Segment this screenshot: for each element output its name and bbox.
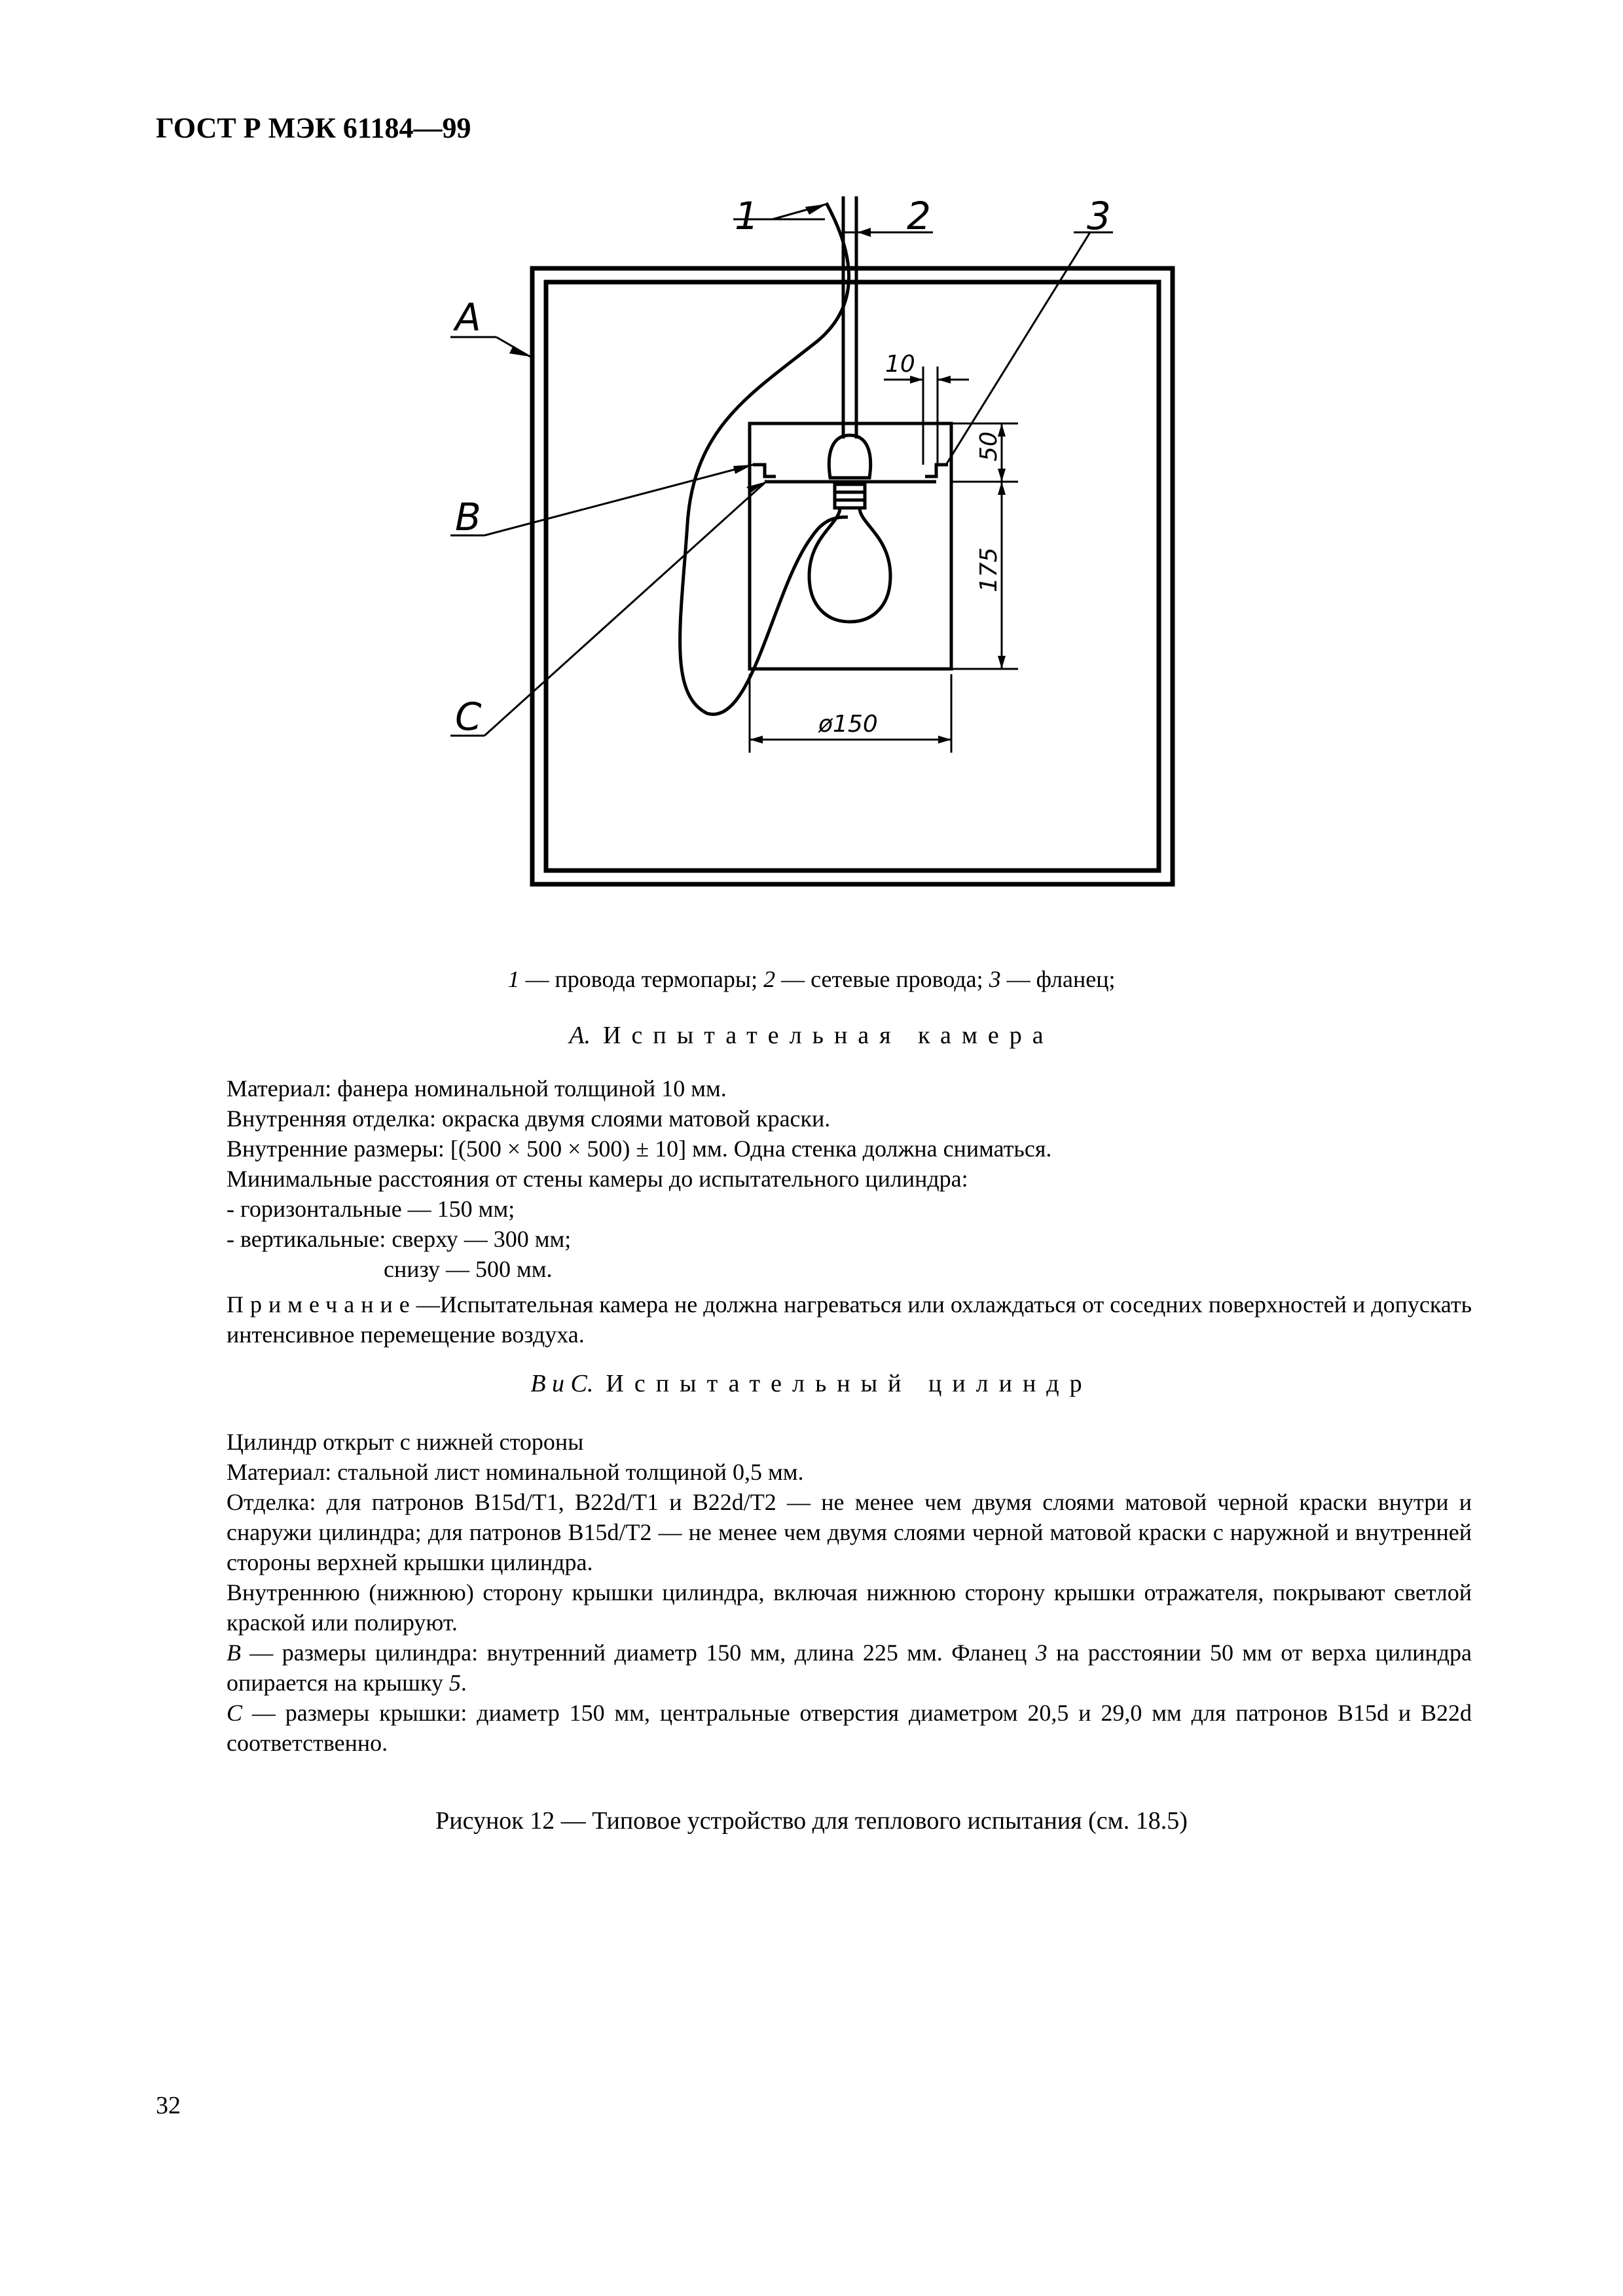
section-a-line: - горизонтальные — 150 мм; [227,1196,515,1222]
para-b-text: — размеры цилиндра: внутренний диаметр 150 мм, длина 225 мм. Фланец [241,1640,1036,1666]
para-c-label: С [227,1700,243,1726]
section-bc-para-c [156,1698,1472,1758]
para-b-num2: 5 [448,1670,461,1696]
section-bc-line: Цилиндр открыт с нижней стороны [227,1429,584,1455]
section-a-heading: Испытательная камера [603,1022,1054,1049]
thermocouple-wire [680,203,849,714]
para-b-label: В [227,1640,241,1666]
section-a-title [0,1021,1623,1050]
note-label: Примечание [227,1291,416,1318]
dim-150: ø150 [818,711,878,738]
section-bc-title [0,1369,1623,1398]
legend-text-3: — фланец; [1000,966,1116,992]
dim-10: 10 [885,351,915,378]
lamp-socket [829,435,870,478]
legend-num-3: 3 [989,966,1001,992]
section-a-line: Материал: фанера номинальной толщиной 10 мм. [227,1075,727,1102]
legend-num-2: 2 [763,966,776,992]
section-bc-line: Материал: стальной лист номинальной толщиной 0,5 мм. [227,1459,804,1485]
section-a-line: Внутренние размеры: [(500 × 500 × 500) ± 10] мм. Одна стенка должна сниматься. [227,1136,1052,1162]
test-cylinder [750,423,951,669]
para-b-text2: на расстоянии 50 мм от верха цилиндра опирается на крышку [227,1640,1472,1696]
test-setup-drawing [0,0,1623,929]
chamber-outer-wall [532,268,1173,884]
dim-50: 50 [976,431,1002,461]
para-b-num: 3 [1035,1640,1048,1666]
label-c: C [455,694,482,739]
section-bc-para-b [156,1638,1472,1698]
legend-text-1: — провода термопары; [519,966,764,992]
label-b: B [455,495,481,539]
legend-num-1: 1 [507,966,520,992]
section-a-line: снизу — 500 мм. [384,1256,553,1282]
label-a: A [455,295,481,340]
para-b-end: . [460,1670,467,1696]
label-1: 1 [735,194,759,238]
section-bc-para: Внутреннюю (нижнюю) сторону крышки цилиндра, включая нижнюю сторону крышки отражателя, покрывают светлой краской или полируют. [227,1579,1472,1636]
section-bc-body [156,1427,1472,1758]
section-a-body [156,1073,1472,1350]
page-number: 32 [156,2092,181,2119]
label-2: 2 [907,194,931,238]
dim-175: 175 [976,547,1002,592]
section-a-line: - вертикальные: сверху — 300 мм; [227,1226,572,1252]
section-bc-para: Отделка: для патронов B15d/T1, B22d/T1 и B22d/T2 — не менее чем двумя слоями матовой черной краски внутри и снаружи цилиндра; для патронов B15d/T2 — не менее чем двумя слоями черной матовой краски с наружной и внутренней стороны верхней крышки цилиндра. [227,1489,1472,1575]
section-a-line: Внутренняя отделка: окраска двумя слоями матовой краски. [227,1105,831,1132]
para-c-text: — размеры крышки: диаметр 150 мм, центральные отверстия диаметром 20,5 и 29,0 мм для патронов B15d и B22d соответственно. [227,1700,1472,1756]
figure-caption: Рисунок 12 — Типовое устройство для теплового испытания (см. 18.5) [435,1807,1188,1835]
section-a-letter: А. [569,1022,591,1049]
section-bc-letter: В и С. [530,1370,594,1397]
legend-text-2: — сетевые провода; [775,966,989,992]
chamber-inner-wall [546,282,1159,870]
section-a-line: Минимальные расстояния от стены камеры до испытательного цилиндра: [227,1166,968,1192]
figure-legend [0,965,1623,993]
section-bc-heading: Испытательный цилиндр [606,1370,1093,1397]
label-3: 3 [1087,194,1111,238]
section-a-note [156,1289,1472,1350]
document-header: ГОСТ Р МЭК 61184—99 [156,112,471,144]
note-text: —Испытательная камера не должна нагреваться или охлаждаться от соседних поверхностей и допускать интенсивное перемещение воздуха. [227,1291,1472,1348]
